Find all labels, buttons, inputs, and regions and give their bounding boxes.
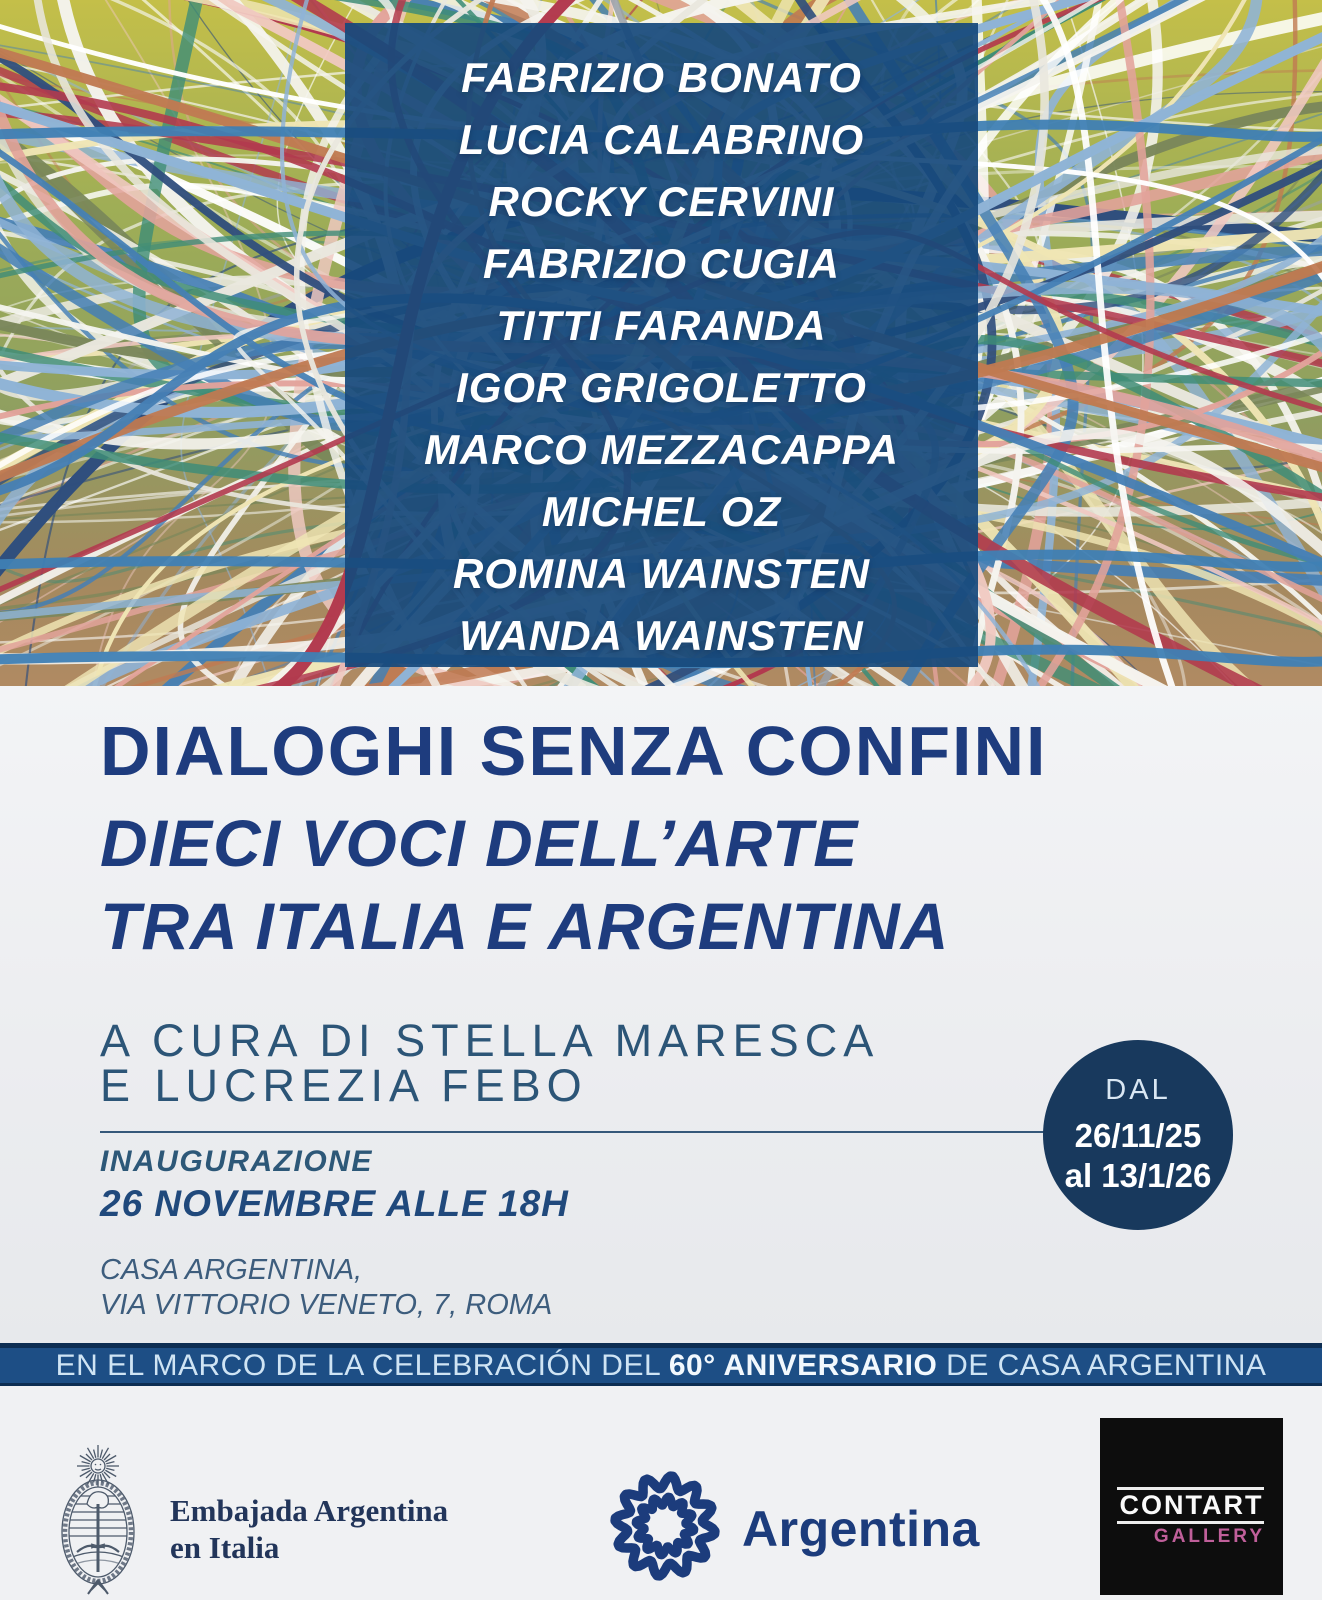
artist-name: WANDA WAINSTEN bbox=[459, 612, 864, 659]
divider-rule bbox=[100, 1131, 1048, 1133]
dates-badge-prefix: DAL bbox=[1105, 1074, 1171, 1106]
poster-title-line1: DIALOGHI SENZA CONFINI bbox=[100, 712, 1048, 790]
banner-text-suffix: DE CASA ARGENTINA bbox=[937, 1348, 1267, 1382]
opening-label: INAUGURAZIONE bbox=[100, 1145, 373, 1178]
exhibition-dates-badge bbox=[1043, 1040, 1233, 1230]
curators-line2: E LUCREZIA FEBO bbox=[100, 1060, 588, 1111]
artist-name: LUCIA CALABRINO bbox=[458, 116, 865, 163]
artists-panel bbox=[345, 23, 978, 667]
contart-gallery-label: GALLERY bbox=[1153, 1526, 1265, 1547]
embassy-wordmark bbox=[170, 1492, 448, 1566]
artist-name: ROMINA WAINSTEN bbox=[452, 550, 871, 597]
venue-name: CASA ARGENTINA, bbox=[100, 1254, 363, 1286]
banner-text-highlight: 60° ANIVERSARIO bbox=[668, 1348, 938, 1382]
curators-line1: A CURA DI STELLA MARESCA bbox=[100, 1015, 880, 1066]
opening-datetime: 26 NOVEMBRE ALLE 18H bbox=[100, 1183, 569, 1224]
artist-name: IGOR GRIGOLETTO bbox=[456, 364, 867, 411]
venue-address: VIA VITTORIO VENETO, 7, ROMA bbox=[100, 1289, 553, 1321]
contart-rule-bottom bbox=[1117, 1521, 1264, 1524]
poster-title-line3: TRA ITALIA E ARGENTINA bbox=[100, 889, 950, 963]
embassy-line2: en Italia bbox=[170, 1530, 280, 1565]
anniversary-banner bbox=[0, 1343, 1322, 1386]
argentina-brand-label: Argentina bbox=[742, 1501, 980, 1557]
banner-text-prefix: EN EL MARCO DE LA CELEBRACIÓN DEL bbox=[55, 1348, 669, 1382]
artist-name: TITTI FARANDA bbox=[496, 302, 827, 349]
artist-name: ROCKY CERVINI bbox=[488, 178, 835, 225]
argentina-coat-of-arms-icon bbox=[48, 1440, 148, 1600]
artist-name: FABRIZIO CUGIA bbox=[483, 240, 840, 287]
contart-name: CONTART bbox=[1119, 1490, 1264, 1520]
artist-name: MARCO MEZZACAPPA bbox=[424, 426, 899, 473]
embassy-line1: Embajada Argentina bbox=[170, 1493, 449, 1528]
artist-name: FABRIZIO BONATO bbox=[461, 54, 862, 101]
contart-gallery-logo bbox=[1100, 1418, 1283, 1595]
dates-badge-to: al 13/1/26 bbox=[1064, 1157, 1212, 1194]
argentina-brand-rosette-icon bbox=[605, 1466, 725, 1591]
dates-badge-from: 26/11/25 bbox=[1074, 1117, 1202, 1154]
artist-name: MICHEL OZ bbox=[541, 488, 782, 535]
poster-title-line2: DIECI VOCI DELL’ARTE bbox=[100, 806, 859, 880]
